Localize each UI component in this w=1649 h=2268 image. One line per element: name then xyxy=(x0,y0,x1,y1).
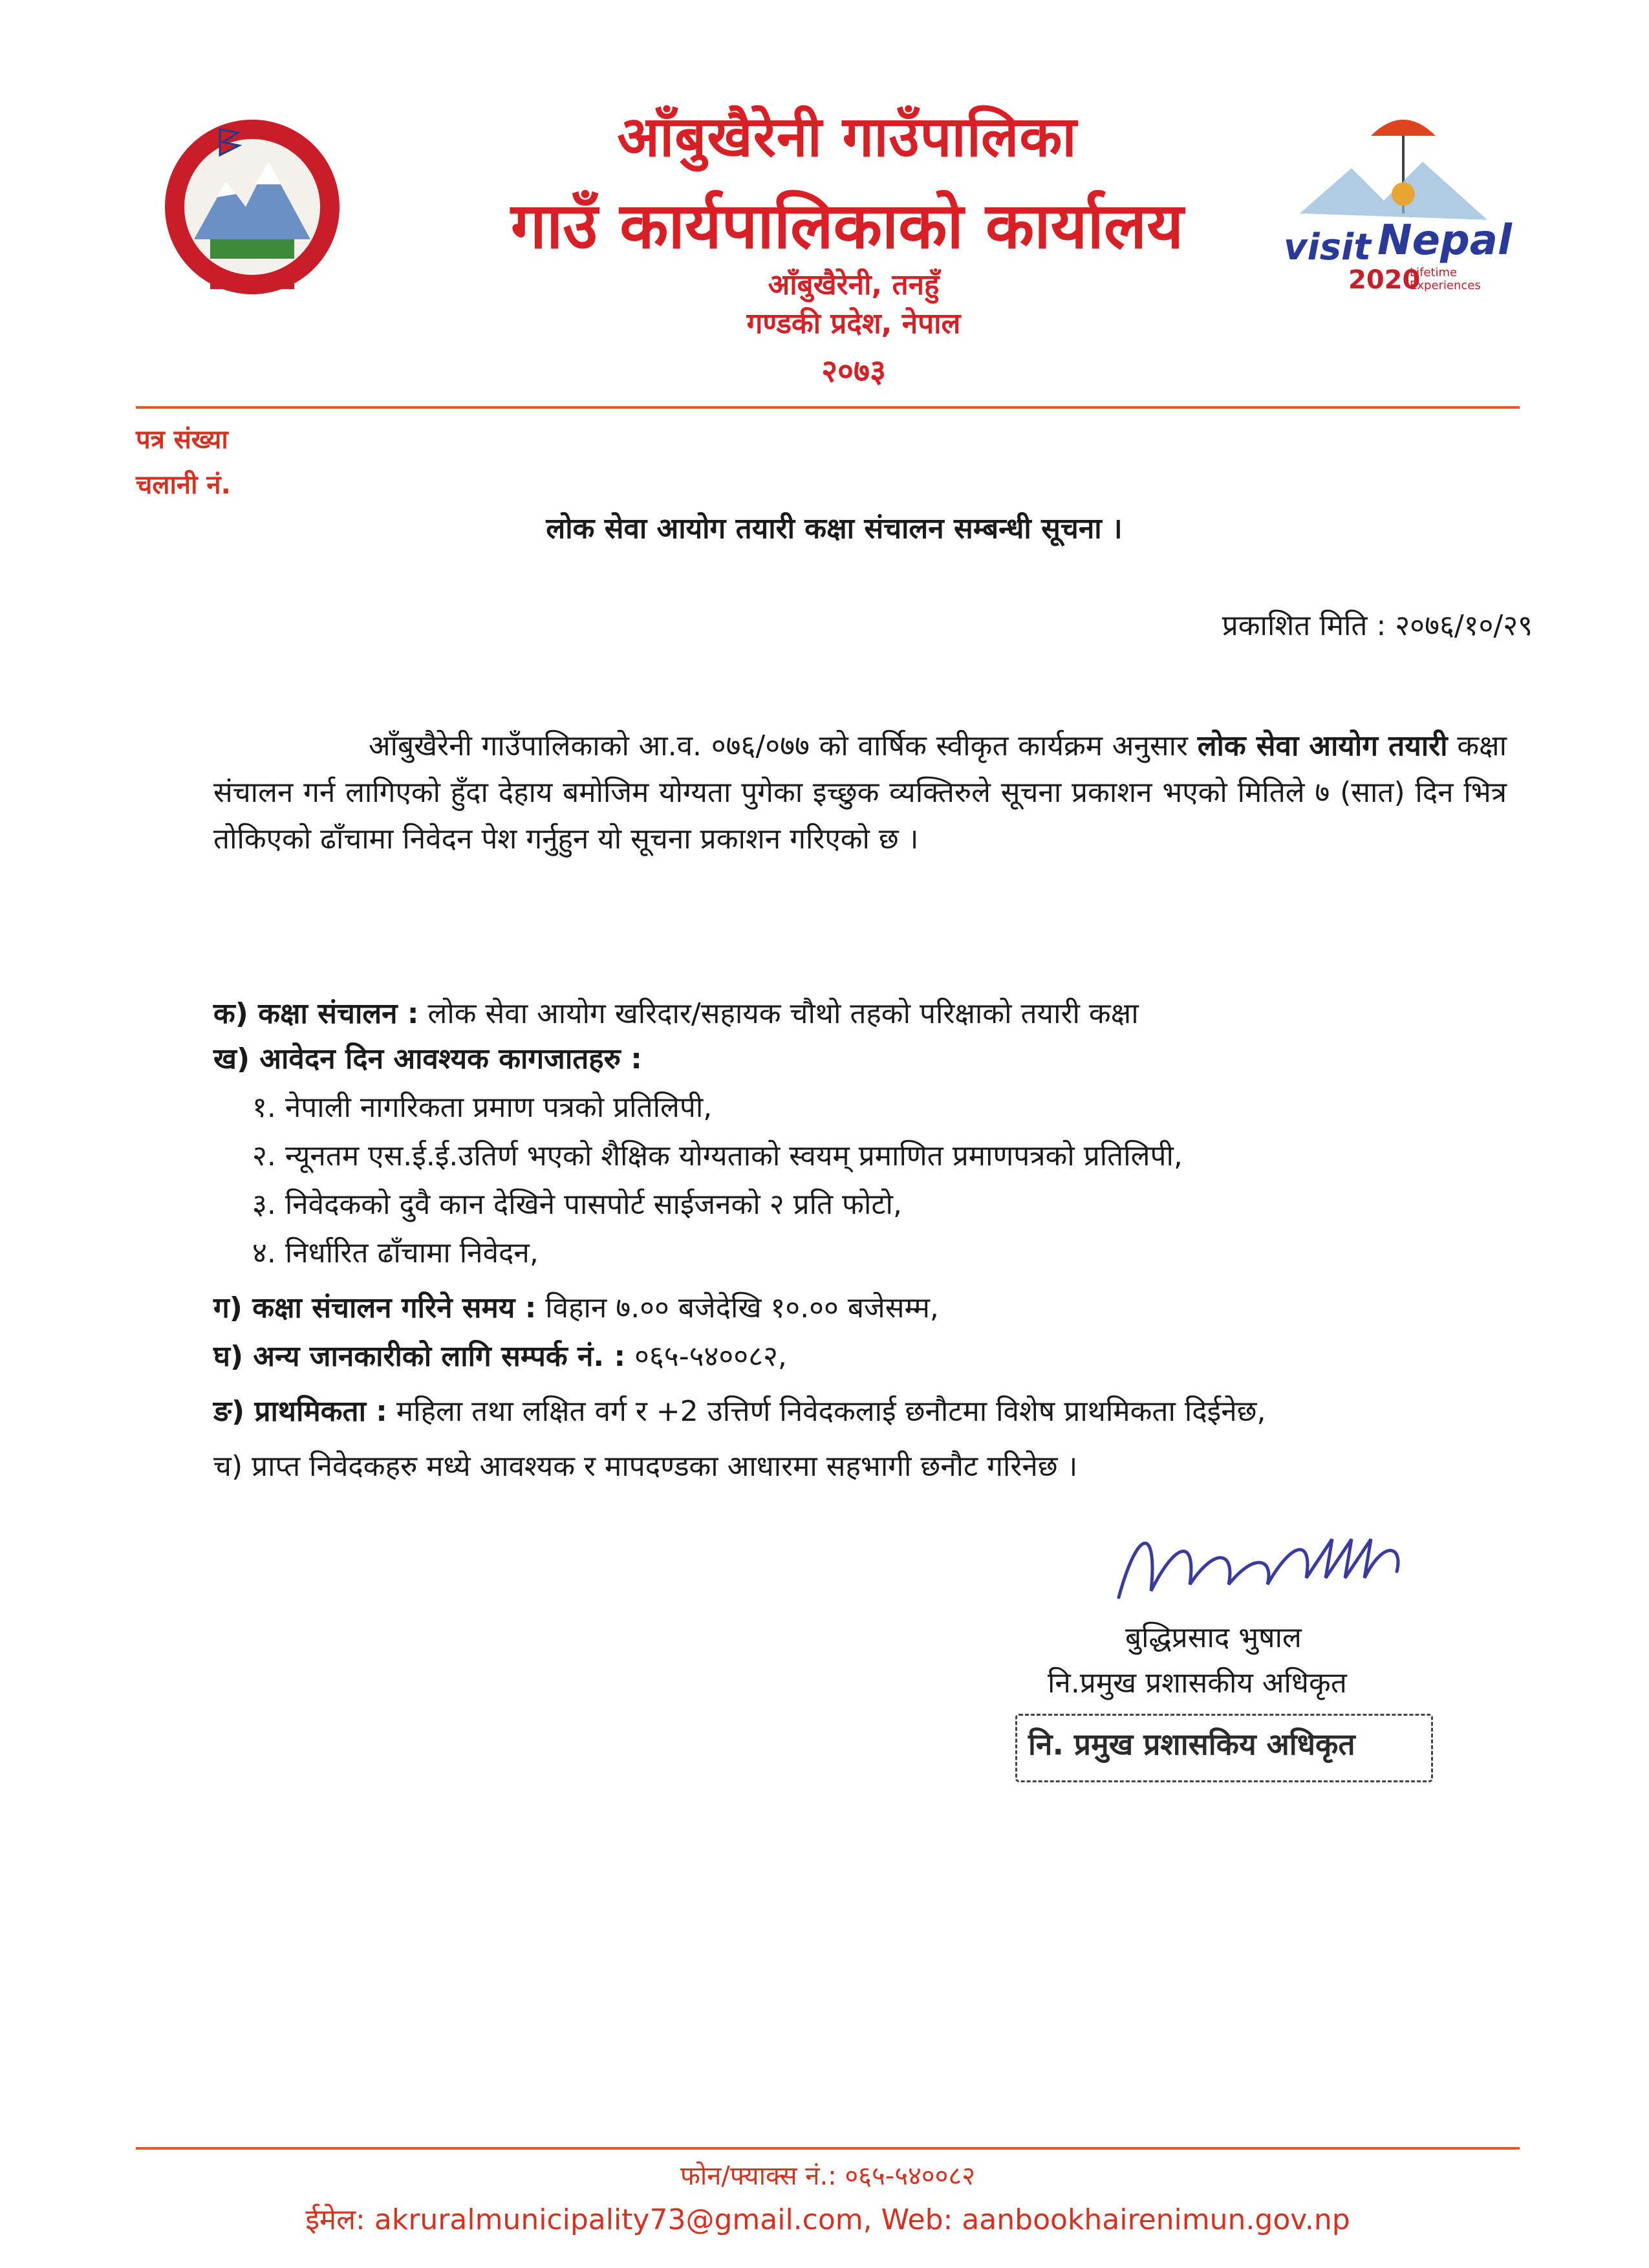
item-kha-label: ख) आवेदन दिन आवश्यक कागजातहरु : xyxy=(213,1042,642,1075)
item-nga-value: महिला तथा लक्षित वर्ग र +2 उत्तिर्ण निवेदकलाई छनौटमा विशेष प्राथमिकता दिईनेछ, xyxy=(387,1395,1266,1428)
item-kha xyxy=(213,1038,642,1077)
office-name: गाउँ कार्यपालिकाको कार्यालय xyxy=(510,189,1184,263)
dispatch-number-label: चलानी नं. xyxy=(136,470,231,500)
footer-phone: फोन/फ्याक्स नं.: ०६५-५४००८२ xyxy=(680,2161,975,2191)
signatory-name: बुद्धिप्रसाद भुषाल xyxy=(1125,1621,1302,1654)
notice-paragraph xyxy=(213,723,1507,863)
doc-item-3: ३. निवेदकको दुवै कान देखिने पासपोर्ट साईजनको २ प्रति फोटो, xyxy=(252,1188,902,1221)
logo-tagline: Lifetime Experiences xyxy=(1410,266,1481,292)
item-ga-label: ग) कक्षा संचालन गरिने समय : xyxy=(213,1291,537,1324)
item-nga-label: ङ) प्राथमिकता : xyxy=(213,1395,387,1428)
item-cha: च) प्राप्त निवेदकहरु मध्ये आवश्यक र मापदण्डका आधारमा सहभागी छनौट गरिनेछ । xyxy=(213,1450,1078,1483)
nepal-emblem-icon xyxy=(149,110,356,304)
header-divider xyxy=(136,406,1520,409)
item-ga-value: विहान ७.०० बजेदेखि १०.०० बजेसम्म, xyxy=(536,1291,939,1324)
item-ka-value: लोक सेवा आयोग खरिदार/सहायक चौथो तहको परिक्षाको तयारी कक्षा xyxy=(418,997,1139,1030)
item-ka xyxy=(213,993,1139,1031)
paragraph-text-2: कक्षा संचालन गर्न लागिएको हुँदा देहाय बमोजिम योग्यता पुगेका इच्छुक व्यक्तिरुले सूचना प्रकाशन भएको मितिले ७ (सात) दिन भित्र तोकिएको ढाँचामा निवेदन पेश गर्नुहुन यो सूचना प्रकाशन गरिएको छ । xyxy=(213,729,1507,856)
address-line-1: आँबुखैरेनी, तनहुँ xyxy=(768,268,940,301)
established-year: २०७३ xyxy=(821,353,886,389)
logo-year: 2020 xyxy=(1348,265,1421,295)
visit-logo-text: visit xyxy=(1284,226,1371,268)
letter-number-label: पत्र संख्या xyxy=(136,425,228,455)
address-line-2: गण्डकी प्रदेश, नेपाल xyxy=(746,307,961,340)
paragraph-text-1: आँबुखैरेनी गाउँपालिकाको आ.व. ०७६/०७७ को वार्षिक स्वीकृत कार्यक्रम अनुसार xyxy=(369,729,1198,762)
doc-item-1: १. नेपाली नागरिकता प्रमाण पत्रको प्रतिलिपी, xyxy=(252,1091,713,1124)
signatory-title: नि.प्रमुख प्रशासकीय अधिकृत xyxy=(1048,1667,1347,1700)
item-gha-value: ०६५-५४००८२, xyxy=(625,1340,787,1373)
municipality-name: आँबुखैरेनी गाउँपालिका xyxy=(617,105,1077,169)
signature-image xyxy=(1099,1500,1436,1630)
notice-subject: लोक सेवा आयोग तयारी कक्षा संचालन सम्बन्धी सूचना । xyxy=(546,512,1123,545)
item-gha-label: घ) अन्य जानकारीको लागि सम्पर्क नं. : xyxy=(213,1340,626,1373)
item-nga xyxy=(213,1390,1266,1429)
footer-email-web: ईमेल: akruralmunicipality73@gmail.com, Web: aanbookhairenimun.gov.np xyxy=(305,2203,1350,2236)
nepal-logo-text: Nepal xyxy=(1377,217,1512,265)
footer-divider xyxy=(136,2147,1520,2150)
doc-item-2: २. न्यूनतम एस.ई.ई.उतिर्ण भएको शैक्षिक योग्यताको स्वयम् प्रमाणित प्रमाणपत्रको प्रतिलिपी, xyxy=(252,1139,1183,1172)
item-ka-label: क) कक्षा संचालन : xyxy=(213,997,419,1030)
item-ga xyxy=(213,1287,939,1326)
published-date: प्रकाशित मिति : २०७६/१०/२९ xyxy=(1222,609,1533,642)
doc-item-4: ४. निर्धारित ढाँचामा निवेदन, xyxy=(252,1237,539,1269)
stamp-text: नि. प्रमुख प्रशासकिय अधिकृत xyxy=(1028,1727,1355,1762)
item-gha xyxy=(213,1335,787,1374)
paragraph-bold-text: लोक सेवा आयोग तयारी xyxy=(1197,729,1448,762)
